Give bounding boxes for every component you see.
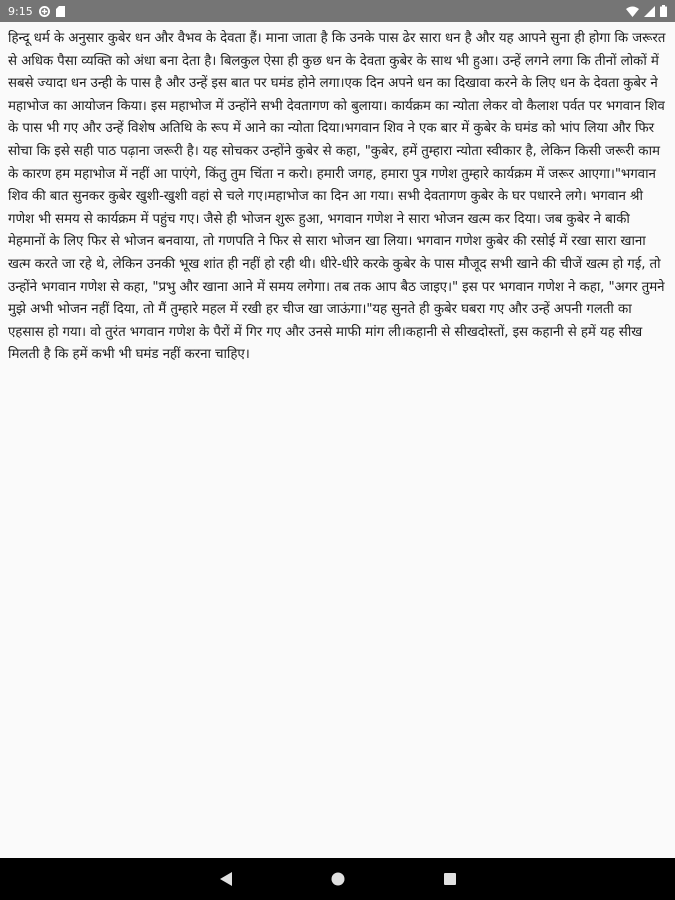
home-icon[interactable] <box>329 870 347 888</box>
wifi-icon <box>626 6 639 17</box>
article-text: हिन्दू धर्म के अनुसार कुबेर धन और वैभव के देवता हैं। माना जाता है कि उनके पास ढेर सारा धन है और यह आपने सुना ही होगा कि जरूरत से अधिक पैसा व्यक्ति को अंधा बना देता है। बिलकुल ऐसा ही कुछ धन के देवता कुबेर के साथ भी हुआ। उन्हें लगने लगा कि तीनों लोकों में सबसे ज्यादा धन उन्ही के पास है और उन्हें इस बात पर घमंड होने लगा।एक दिन अपने धन का दिखावा करने के लिए धन के देवता कुबेर ने महाभोज का आयोजन किया। इस महाभोज में उन्होंने सभी देवतागण को बुलाया। कार्यक्रम का न्योता लेकर वो कैलाश पर्वत पर भगवान शिव के पास भी गए और उन्हें विशेष अतिथि के रूप में आने का न्योता दिया।भगवान शिव ने एक बार में कुबेर के घमंड को भांप लिया और फिर सोचा कि इसे सही पाठ पढ़ाना जरूरी है। यह सोचकर उन्होंने कुबेर से कहा, "कुबेर, हमें तुम्हारा न्योता स्वीकार है, लेकिन किसी जरूरी काम के कारण हम महाभोज में नहीं आ पाएंगे, किंतु तुम चिंता न करो। हमारी जगह, हमारा पुत्र गणेश तुम्हारे कार्यक्रम में जरूर आएगा।"भगवान शिव की बात सुनकर कुबेर खुशी-खुशी वहां से चले गए।महाभोज का दिन आ गया। सभी देवतागण कुबेर के घर पधारने लगे। भगवान श्री गणेश भी समय से कार्यक्रम में पहुंच गए। जैसे ही भोजन शुरू हुआ, भगवान गणेश ने सारा भोजन खत्म कर दिया। जब कुबेर ने बाकी मेहमानों के लिए फिर से भोजन बनवाया, तो गणपति ने फिर से सारा भोजन खा लिया। भगवान गणेश कुबेर की रसोई में रखा सारा खाना खत्म करते जा रहे थे, लेकिन उनकी भूख शांत ही नहीं हो रही थी। धीरे-धीरे करके कुबेर के पास मौजूद सभी खाने की चीजें खत्म हो गई, तो उन्होंने भगवान गणेश से कहा, "प्रभु और खाना आने में समय लगेगा। तब तक आप बैठ जाइए।" इस पर भगवान गणेश ने कहा, "अगर तुमने मुझे अभी भोजन नहीं दिया, तो मैं तुम्हारे महल में रखी हर चीज खा जाऊंगा।"यह सुनते ही कुबेर घबरा गए और उन्हें अपनी गलती का एहसास हो गया। वो तुरंत भगवान गणेश के पैरों में गिर गए और उनसे माफी मांग ली।कहानी से सीखदोस्तों, इस कहानी से हमें यह सीख मिलती है कि हमें कभी भी घमंड नहीं करना चाहिए। <box>8 31 666 363</box>
recents-icon[interactable] <box>441 870 459 888</box>
sd-card-icon <box>56 6 65 17</box>
status-time: 9:15 <box>8 4 33 18</box>
battery-icon <box>660 5 667 17</box>
data-saver-icon <box>39 6 50 17</box>
status-bar <box>0 0 675 22</box>
status-left <box>8 5 65 18</box>
navigation-bar <box>0 858 675 900</box>
status-right <box>626 5 667 17</box>
signal-icon <box>644 6 655 17</box>
back-icon[interactable] <box>217 870 235 888</box>
